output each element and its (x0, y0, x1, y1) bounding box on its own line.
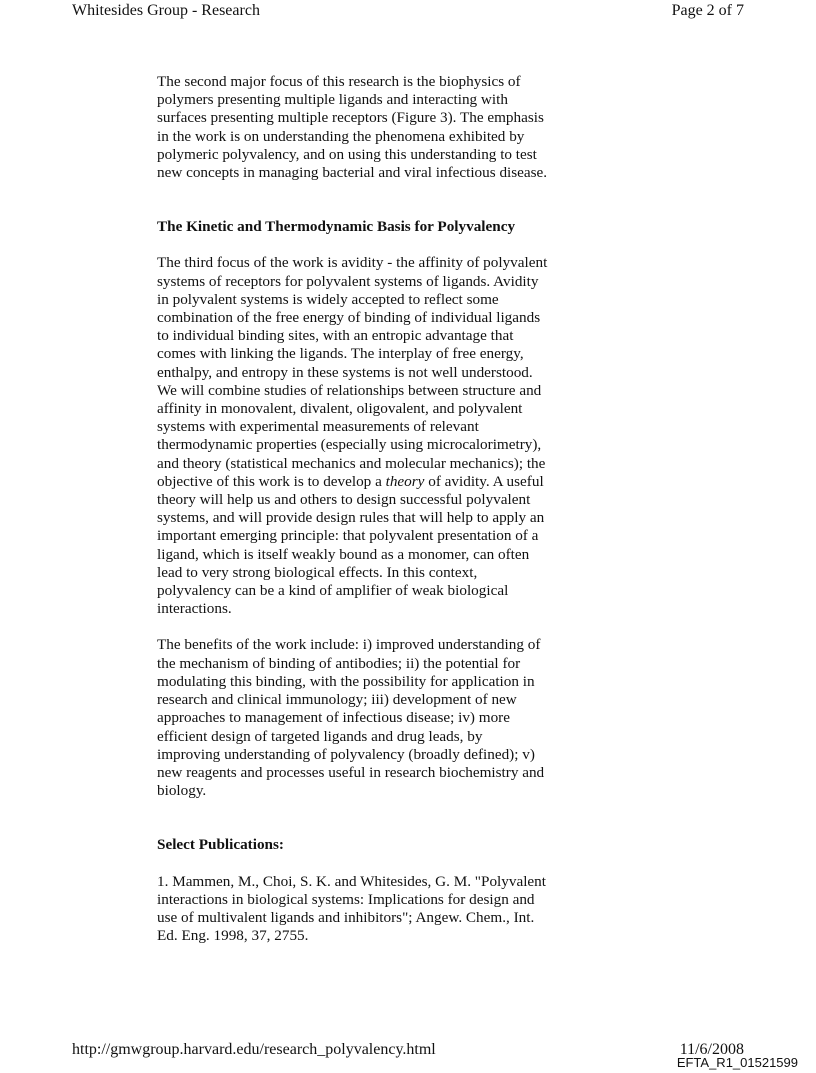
header-title: Whitesides Group - Research (72, 2, 260, 19)
page-number: Page 2 of 7 (671, 2, 744, 19)
publication-item: 1. Mammen, M., Choi, S. K. and Whitesides, G. M. "Polyvalent interactions in biological systems: Implications for design and use of multivalent ligands and inhibitors"; Angew. Chem., Int. Ed. Eng. 1998, 37, 2755. (157, 872, 546, 945)
footer-url: http://gmwgroup.harvard.edu/research_polyvalency.html (72, 1041, 436, 1058)
footer-date: 11/6/2008 (679, 1041, 744, 1058)
avidity-text-start: The third focus of the work is avidity - the affinity of polyvalent systems of receptors for polyvalent systems of ligands. Avidity in polyvalent systems is widely accepted to reflect some combination of the free energy of binding of individual ligands to individual binding sites, with an entropic advantage that comes with linking the ligands. The interplay of free energy, enthalpy, and entropy in these systems is not well understood. We will combine studies of relationships between structure and affinity in monovalent, divalent, oligovalent, and polyvalent systems with experimental measurements of relevant thermodynamic properties (especially using microcalorimetry), and theory (statistical mechanics and molecular mechanics); the objective of this work is to develop a (157, 254, 548, 490)
article-body (157, 73, 549, 945)
paragraph-benefits: The benefits of the work include: i) improved understanding of the mechanism of binding of antibodies; ii) the potential for modulating this binding, with the possibility for application in research and clinical immunology; iii) development of new approaches to management of infectious disease; iv) more efficient design of targeted ligands and drug leads, by improving understanding of polyvalency (broadly defined); v) new reagents and processes useful in research biochemistry and biology. (157, 636, 545, 800)
document-stamp: EFTA_R1_01521599 (676, 1055, 798, 1070)
section-heading-polyvalency: The Kinetic and Thermodynamic Basis for Polyvalency (157, 218, 516, 236)
paragraph-avidity (157, 254, 549, 618)
avidity-text-end: of avidity. A useful theory will help us and others to design successful polyvalent systems, and will provide design rules that will help to apply an important emerging principle: that polyvalent presentation of a ligand, which is itself weakly bound as a monomer, can often lead to very strong biological effects. In this context, polyvalency can be a kind of amplifier of weak biological interactions. (157, 472, 545, 618)
avidity-text-italic: theory (385, 472, 425, 490)
section-heading-publications: Select Publications: (157, 836, 284, 854)
paragraph-polymer-biophysics: The second major focus of this research is the biophysics of polymers presenting multiple ligands and interacting with surfaces presenting multiple receptors (Figure 3). The emphasis in the work is on understanding the phenomena exhibited by polymeric polyvalency, and on using this understanding to test new concepts in managing bacterial and viral infectious disease. (157, 73, 548, 182)
